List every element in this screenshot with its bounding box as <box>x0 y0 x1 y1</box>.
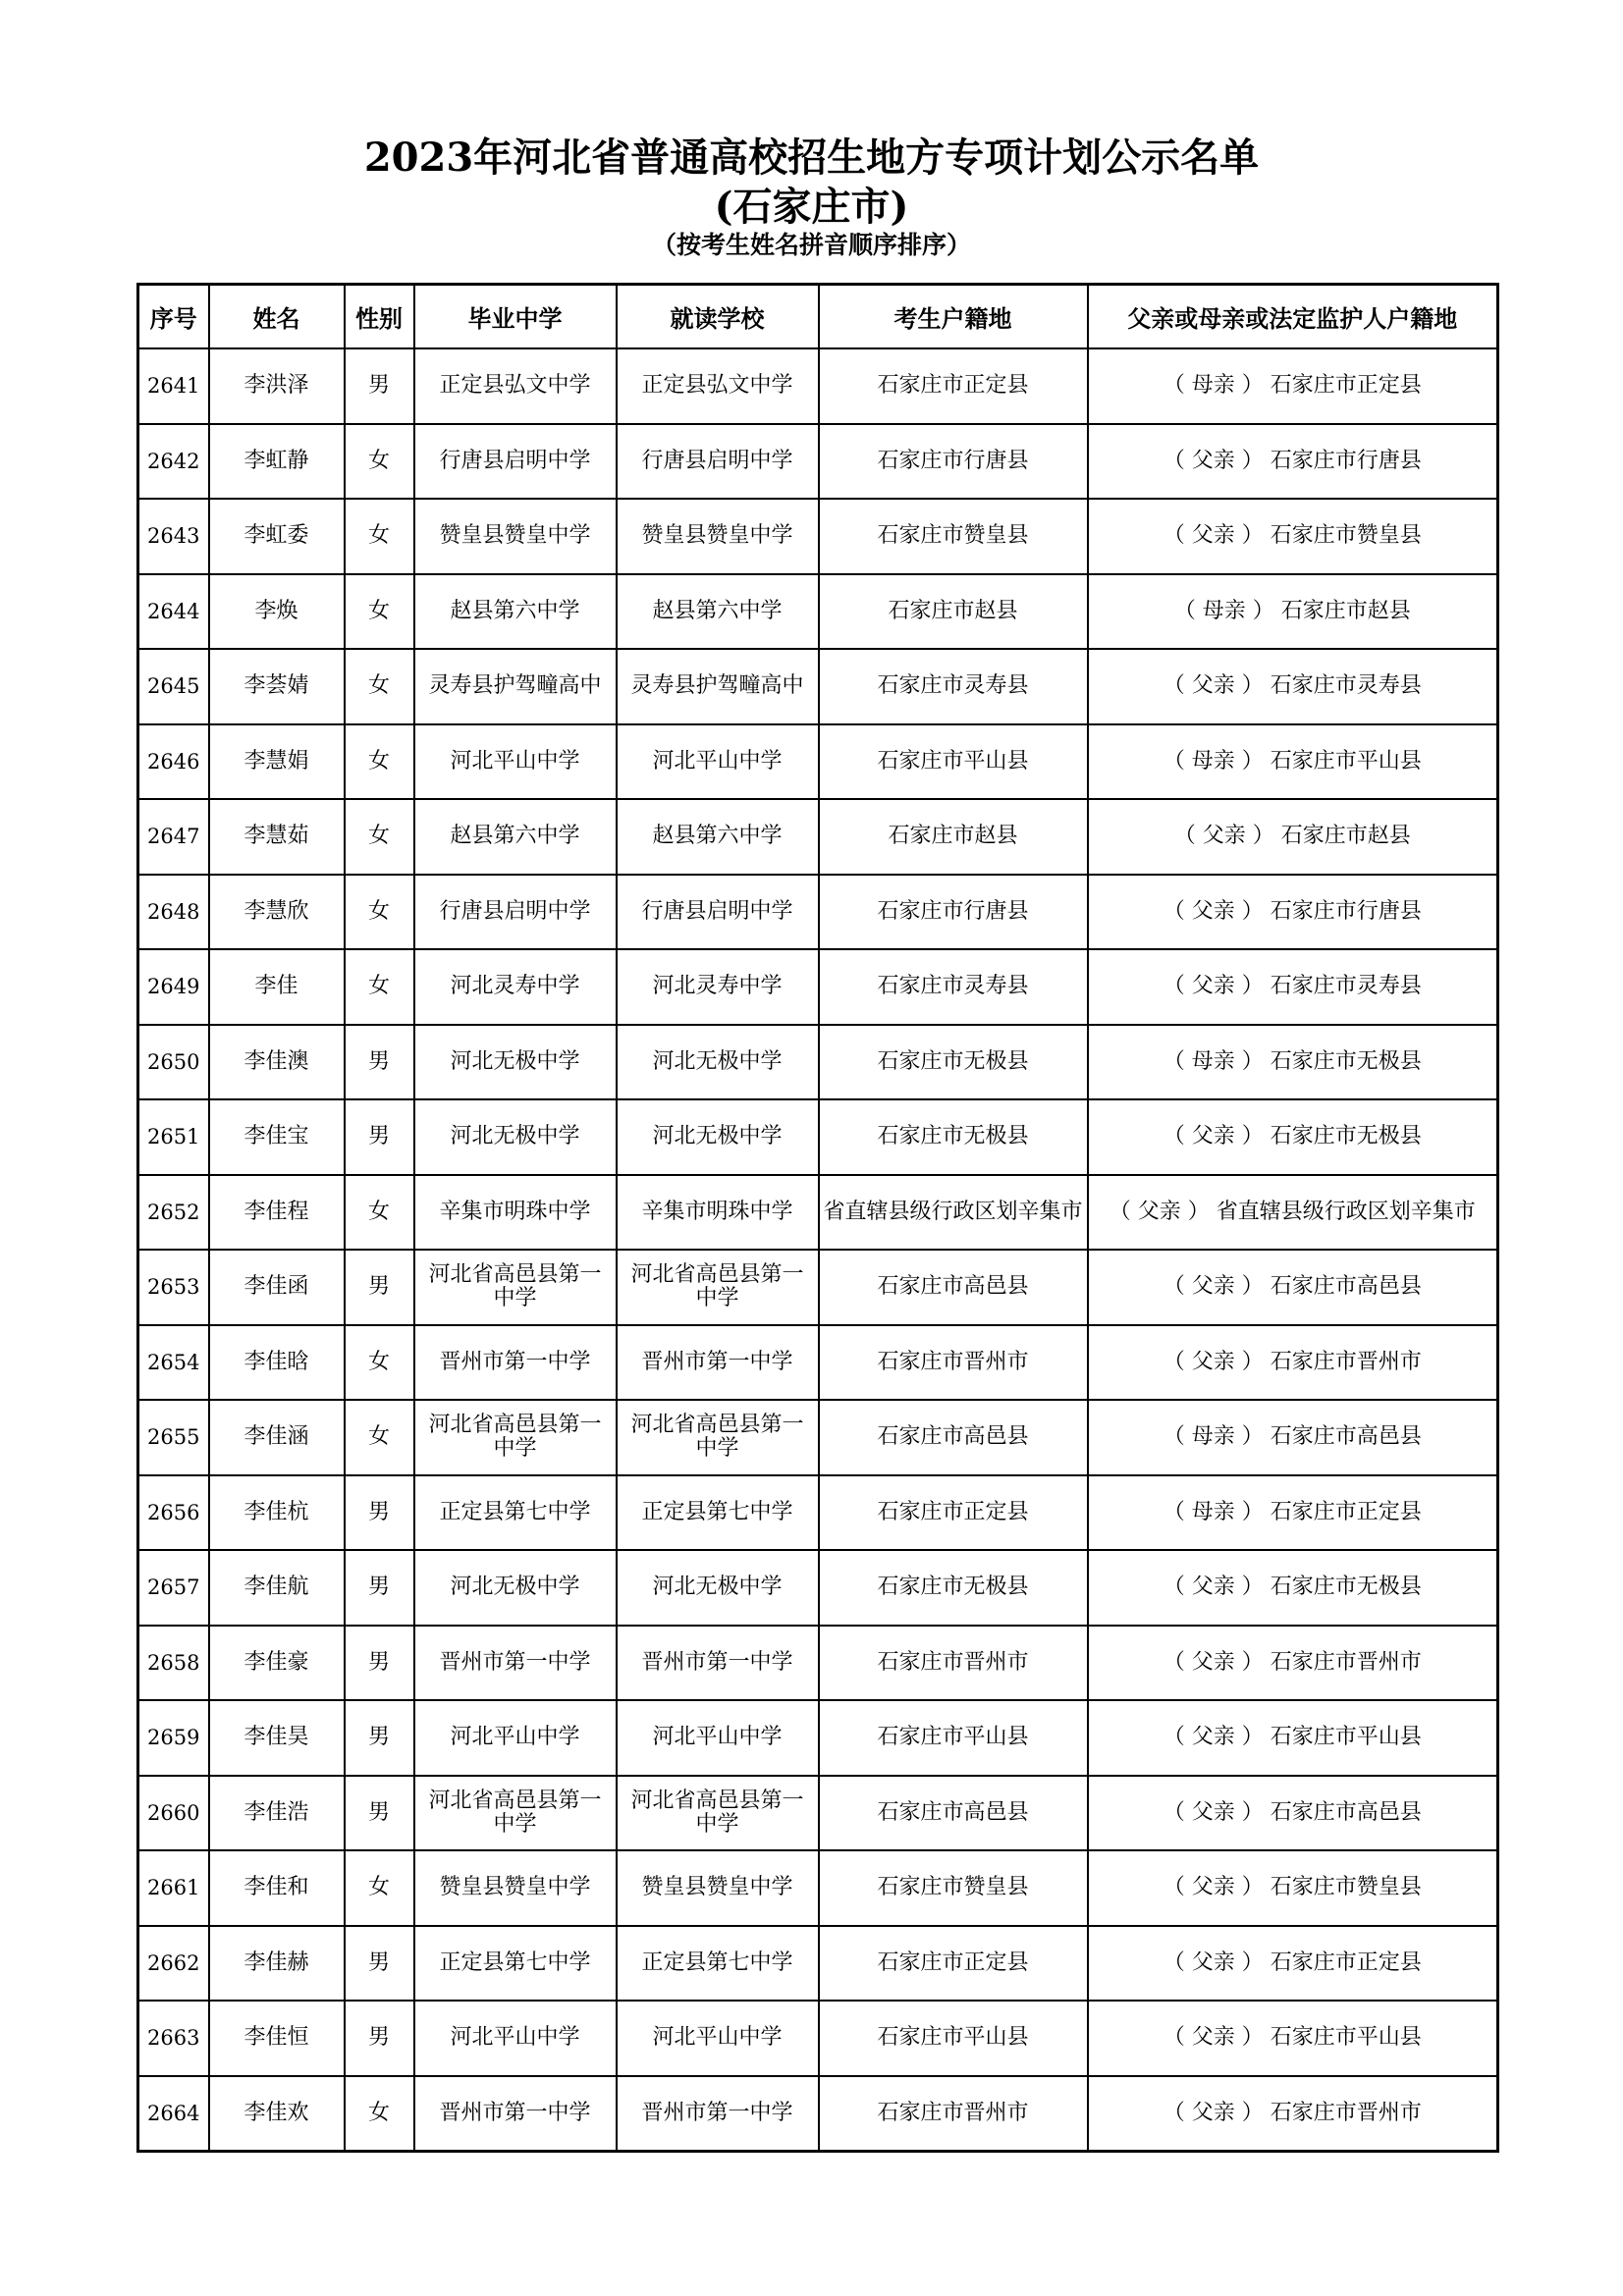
table-row <box>138 875 1498 950</box>
cell-grad-school: 灵寿县护驾疃高中 <box>414 649 617 724</box>
cell-guardian-hukou: （ 母亲 ） 石家庄市正定县 <box>1088 348 1498 424</box>
document-title: 2023年河北省普通高校招生地方专项计划公示名单 <box>363 134 1260 181</box>
table-row <box>138 1626 1498 1701</box>
cell-gender: 男 <box>345 1626 414 1701</box>
column-header-school: 就读学校 <box>617 285 819 349</box>
cell-hukou: 石家庄市平山县 <box>819 1700 1088 1776</box>
table-row <box>138 1776 1498 1851</box>
cell-name: 李焕 <box>209 574 345 650</box>
cell-hukou: 石家庄市高邑县 <box>819 1400 1088 1475</box>
cell-school: 正定县弘文中学 <box>617 348 819 424</box>
cell-guardian-hukou: （ 父亲 ） 石家庄市无极县 <box>1088 1099 1498 1175</box>
cell-hukou: 石家庄市行唐县 <box>819 875 1088 950</box>
cell-grad-school: 河北无极中学 <box>414 1025 617 1100</box>
cell-name: 李佳宝 <box>209 1099 345 1175</box>
cell-guardian-hukou: （ 父亲 ） 石家庄市行唐县 <box>1088 424 1498 500</box>
cell-name: 李慧茹 <box>209 799 345 875</box>
cell-hukou: 石家庄市无极县 <box>819 1025 1088 1100</box>
cell-grad-school: 河北灵寿中学 <box>414 949 617 1025</box>
cell-school: 赞皇县赞皇中学 <box>617 1850 819 1926</box>
cell-grad-school: 河北平山中学 <box>414 2001 617 2076</box>
cell-guardian-hukou: （ 母亲 ） 石家庄市高邑县 <box>1088 1400 1498 1475</box>
cell-name: 李佳豪 <box>209 1626 345 1701</box>
cell-grad-school: 赵县第六中学 <box>414 574 617 650</box>
cell-guardian-hukou: （ 母亲 ） 石家庄市赵县 <box>1088 574 1498 650</box>
cell-school: 河北平山中学 <box>617 724 819 800</box>
cell-hukou: 省直辖县级行政区划辛集市 <box>819 1175 1088 1251</box>
cell-school: 正定县第七中学 <box>617 1475 819 1551</box>
cell-name: 李慧娟 <box>209 724 345 800</box>
cell-school: 河北无极中学 <box>617 1099 819 1175</box>
cell-name: 李虹委 <box>209 499 345 574</box>
cell-hukou: 石家庄市赞皇县 <box>819 499 1088 574</box>
cell-gender: 女 <box>345 2076 414 2152</box>
cell-no: 2659 <box>138 1700 209 1776</box>
cell-gender: 女 <box>345 1850 414 1926</box>
cell-hukou: 石家庄市赵县 <box>819 799 1088 875</box>
cell-grad-school: 正定县第七中学 <box>414 1926 617 2002</box>
cell-name: 李佳欢 <box>209 2076 345 2152</box>
cell-guardian-hukou: （ 父亲 ） 石家庄市无极县 <box>1088 1550 1498 1626</box>
table-body <box>138 348 1498 2152</box>
cell-grad-school: 河北平山中学 <box>414 724 617 800</box>
cell-guardian-hukou: （ 母亲 ） 石家庄市无极县 <box>1088 1025 1498 1100</box>
cell-guardian-hukou: （ 父亲 ） 石家庄市赵县 <box>1088 799 1498 875</box>
cell-no: 2661 <box>138 1850 209 1926</box>
cell-grad-school: 辛集市明珠中学 <box>414 1175 617 1251</box>
table-row <box>138 1475 1498 1551</box>
cell-hukou: 石家庄市晋州市 <box>819 1626 1088 1701</box>
cell-grad-school: 行唐县启明中学 <box>414 875 617 950</box>
column-header-hukou: 考生户籍地 <box>819 285 1088 349</box>
cell-grad-school: 河北省高邑县第一中学 <box>414 1400 617 1475</box>
cell-no: 2650 <box>138 1025 209 1100</box>
table-row <box>138 649 1498 724</box>
cell-name: 李佳恒 <box>209 2001 345 2076</box>
cell-no: 2645 <box>138 649 209 724</box>
column-header-grad-school: 毕业中学 <box>414 285 617 349</box>
cell-guardian-hukou: （ 父亲 ） 石家庄市赞皇县 <box>1088 499 1498 574</box>
cell-no: 2646 <box>138 724 209 800</box>
cell-guardian-hukou: （ 父亲 ） 省直辖县级行政区划辛集市 <box>1088 1175 1498 1251</box>
cell-guardian-hukou: （ 父亲 ） 石家庄市高邑县 <box>1088 1250 1498 1325</box>
sort-note: （按考生姓名拼音顺序排序） <box>651 231 971 259</box>
cell-gender: 女 <box>345 875 414 950</box>
cell-no: 2653 <box>138 1250 209 1325</box>
cell-school: 河北灵寿中学 <box>617 949 819 1025</box>
table-row <box>138 1700 1498 1776</box>
cell-grad-school: 行唐县启明中学 <box>414 424 617 500</box>
cell-guardian-hukou: （ 父亲 ） 石家庄市正定县 <box>1088 1926 1498 2002</box>
cell-gender: 男 <box>345 2001 414 2076</box>
cell-no: 2652 <box>138 1175 209 1251</box>
cell-no: 2660 <box>138 1776 209 1851</box>
column-header-name: 姓名 <box>209 285 345 349</box>
cell-no: 2643 <box>138 499 209 574</box>
cell-guardian-hukou: （ 父亲 ） 石家庄市灵寿县 <box>1088 949 1498 1025</box>
column-header-guardian-hukou: 父亲或母亲或法定监护人户籍地 <box>1088 285 1498 349</box>
cell-name: 李荟婧 <box>209 649 345 724</box>
cell-no: 2656 <box>138 1475 209 1551</box>
roster-table <box>136 283 1499 2153</box>
cell-gender: 女 <box>345 799 414 875</box>
cell-gender: 男 <box>345 1099 414 1175</box>
cell-school: 赵县第六中学 <box>617 799 819 875</box>
cell-gender: 男 <box>345 1776 414 1851</box>
cell-no: 2657 <box>138 1550 209 1626</box>
cell-hukou: 石家庄市赵县 <box>819 574 1088 650</box>
cell-name: 李佳程 <box>209 1175 345 1251</box>
cell-name: 李佳涵 <box>209 1400 345 1475</box>
cell-no: 2644 <box>138 574 209 650</box>
cell-guardian-hukou: （ 父亲 ） 石家庄市晋州市 <box>1088 2076 1498 2152</box>
cell-school: 河北无极中学 <box>617 1025 819 1100</box>
table-row <box>138 499 1498 574</box>
table-row <box>138 1550 1498 1626</box>
table-row <box>138 1250 1498 1325</box>
table-row <box>138 424 1498 500</box>
cell-no: 2654 <box>138 1325 209 1401</box>
cell-name: 李虹静 <box>209 424 345 500</box>
cell-school: 行唐县启明中学 <box>617 424 819 500</box>
cell-school: 正定县第七中学 <box>617 1926 819 2002</box>
cell-gender: 女 <box>345 574 414 650</box>
cell-school: 行唐县启明中学 <box>617 875 819 950</box>
table-row <box>138 2001 1498 2076</box>
cell-grad-school: 正定县第七中学 <box>414 1475 617 1551</box>
cell-gender: 男 <box>345 1475 414 1551</box>
table-row <box>138 1099 1498 1175</box>
cell-no: 2648 <box>138 875 209 950</box>
cell-grad-school: 赞皇县赞皇中学 <box>414 1850 617 1926</box>
cell-hukou: 石家庄市高邑县 <box>819 1776 1088 1851</box>
cell-grad-school: 河北无极中学 <box>414 1550 617 1626</box>
cell-grad-school: 赞皇县赞皇中学 <box>414 499 617 574</box>
cell-guardian-hukou: （ 父亲 ） 石家庄市平山县 <box>1088 1700 1498 1776</box>
cell-grad-school: 河北省高邑县第一中学 <box>414 1250 617 1325</box>
city-subtitle: (石家庄市) <box>714 184 909 230</box>
table-row <box>138 949 1498 1025</box>
cell-guardian-hukou: （ 母亲 ） 石家庄市正定县 <box>1088 1475 1498 1551</box>
cell-no: 2647 <box>138 799 209 875</box>
cell-hukou: 石家庄市赞皇县 <box>819 1850 1088 1926</box>
column-header-no: 序号 <box>138 285 209 349</box>
cell-school: 河北平山中学 <box>617 2001 819 2076</box>
cell-gender: 女 <box>345 499 414 574</box>
cell-guardian-hukou: （ 父亲 ） 石家庄市赞皇县 <box>1088 1850 1498 1926</box>
cell-no: 2662 <box>138 1926 209 2002</box>
cell-school: 晋州市第一中学 <box>617 1325 819 1401</box>
cell-hukou: 石家庄市高邑县 <box>819 1250 1088 1325</box>
table-row <box>138 799 1498 875</box>
cell-gender: 女 <box>345 1400 414 1475</box>
table-row <box>138 1025 1498 1100</box>
cell-no: 2664 <box>138 2076 209 2152</box>
cell-guardian-hukou: （ 父亲 ） 石家庄市晋州市 <box>1088 1626 1498 1701</box>
cell-grad-school: 赵县第六中学 <box>414 799 617 875</box>
table-row <box>138 348 1498 424</box>
cell-name: 李佳杭 <box>209 1475 345 1551</box>
cell-school: 晋州市第一中学 <box>617 2076 819 2152</box>
table-row <box>138 1400 1498 1475</box>
cell-no: 2642 <box>138 424 209 500</box>
cell-name: 李佳赫 <box>209 1926 345 2002</box>
cell-hukou: 石家庄市灵寿县 <box>819 949 1088 1025</box>
table-row <box>138 1926 1498 2002</box>
cell-school: 赞皇县赞皇中学 <box>617 499 819 574</box>
cell-no: 2655 <box>138 1400 209 1475</box>
cell-name: 李佳浩 <box>209 1776 345 1851</box>
column-header-gender: 性别 <box>345 285 414 349</box>
cell-name: 李佳和 <box>209 1850 345 1926</box>
cell-gender: 男 <box>345 1926 414 2002</box>
cell-guardian-hukou: （ 父亲 ） 石家庄市灵寿县 <box>1088 649 1498 724</box>
cell-grad-school: 河北平山中学 <box>414 1700 617 1776</box>
cell-school: 赵县第六中学 <box>617 574 819 650</box>
cell-guardian-hukou: （ 父亲 ） 石家庄市行唐县 <box>1088 875 1498 950</box>
cell-school: 河北平山中学 <box>617 1700 819 1776</box>
cell-no: 2649 <box>138 949 209 1025</box>
cell-gender: 女 <box>345 1325 414 1401</box>
cell-hukou: 石家庄市无极县 <box>819 1099 1088 1175</box>
cell-school: 河北省高邑县第一中学 <box>617 1776 819 1851</box>
cell-grad-school: 正定县弘文中学 <box>414 348 617 424</box>
cell-no: 2641 <box>138 348 209 424</box>
cell-no: 2658 <box>138 1626 209 1701</box>
table-row <box>138 1850 1498 1926</box>
cell-name: 李慧欣 <box>209 875 345 950</box>
cell-name: 李洪泽 <box>209 348 345 424</box>
cell-grad-school: 晋州市第一中学 <box>414 1626 617 1701</box>
cell-gender: 女 <box>345 649 414 724</box>
cell-name: 李佳函 <box>209 1250 345 1325</box>
cell-name: 李佳澳 <box>209 1025 345 1100</box>
cell-gender: 女 <box>345 424 414 500</box>
cell-hukou: 石家庄市无极县 <box>819 1550 1088 1626</box>
cell-grad-school: 晋州市第一中学 <box>414 1325 617 1401</box>
table-row <box>138 2076 1498 2152</box>
cell-school: 河北省高邑县第一中学 <box>617 1400 819 1475</box>
cell-guardian-hukou: （ 父亲 ） 石家庄市平山县 <box>1088 2001 1498 2076</box>
cell-gender: 男 <box>345 1025 414 1100</box>
cell-gender: 女 <box>345 1175 414 1251</box>
cell-gender: 女 <box>345 724 414 800</box>
cell-school: 辛集市明珠中学 <box>617 1175 819 1251</box>
cell-gender: 男 <box>345 1250 414 1325</box>
table-header-row <box>138 285 1498 349</box>
table-row <box>138 724 1498 800</box>
cell-guardian-hukou: （ 母亲 ） 石家庄市平山县 <box>1088 724 1498 800</box>
cell-hukou: 石家庄市正定县 <box>819 1475 1088 1551</box>
cell-name: 李佳晗 <box>209 1325 345 1401</box>
cell-name: 李佳昊 <box>209 1700 345 1776</box>
cell-gender: 男 <box>345 1700 414 1776</box>
cell-name: 李佳 <box>209 949 345 1025</box>
cell-gender: 男 <box>345 348 414 424</box>
cell-school: 河北省高邑县第一中学 <box>617 1250 819 1325</box>
cell-hukou: 石家庄市平山县 <box>819 2001 1088 2076</box>
cell-hukou: 石家庄市平山县 <box>819 724 1088 800</box>
table-row <box>138 574 1498 650</box>
table-row <box>138 1175 1498 1251</box>
cell-no: 2651 <box>138 1099 209 1175</box>
cell-guardian-hukou: （ 父亲 ） 石家庄市晋州市 <box>1088 1325 1498 1401</box>
cell-school: 河北无极中学 <box>617 1550 819 1626</box>
cell-guardian-hukou: （ 父亲 ） 石家庄市高邑县 <box>1088 1776 1498 1851</box>
cell-school: 灵寿县护驾疃高中 <box>617 649 819 724</box>
cell-gender: 男 <box>345 1550 414 1626</box>
cell-name: 李佳航 <box>209 1550 345 1626</box>
cell-hukou: 石家庄市灵寿县 <box>819 649 1088 724</box>
cell-grad-school: 河北无极中学 <box>414 1099 617 1175</box>
cell-hukou: 石家庄市晋州市 <box>819 1325 1088 1401</box>
cell-hukou: 石家庄市行唐县 <box>819 424 1088 500</box>
cell-gender: 女 <box>345 949 414 1025</box>
cell-hukou: 石家庄市正定县 <box>819 348 1088 424</box>
cell-no: 2663 <box>138 2001 209 2076</box>
cell-school: 晋州市第一中学 <box>617 1626 819 1701</box>
cell-grad-school: 晋州市第一中学 <box>414 2076 617 2152</box>
cell-grad-school: 河北省高邑县第一中学 <box>414 1776 617 1851</box>
cell-hukou: 石家庄市正定县 <box>819 1926 1088 2002</box>
cell-hukou: 石家庄市晋州市 <box>819 2076 1088 2152</box>
table-row <box>138 1325 1498 1401</box>
